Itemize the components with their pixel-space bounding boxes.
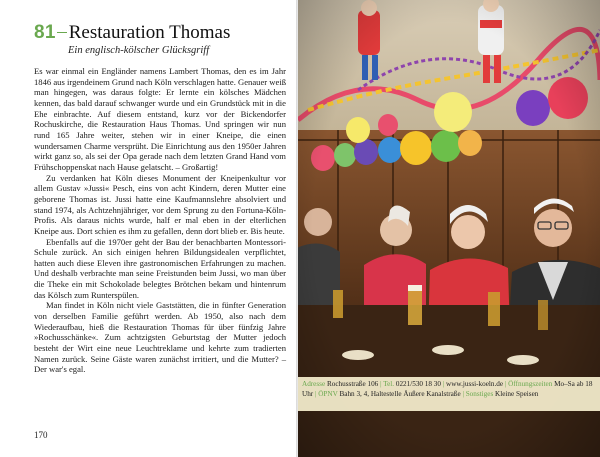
separator: | (504, 380, 507, 388)
paragraph: Ebenfalls auf die 1970er geht der Bau der benachbarten Montessori-Schule zurück. An sich einigen hehren Bildungsidealen verpflichtet, hatten auch diese Eleven ihre gastronomischen Erfahrungen zu machen. Und deshalb verbrachte man seine Freistunden beim Jussi, wo man über die Theke ein mit Schokolade belegtes Brötchen bekam und hintenrum das Kölsch zum Runterspülen. (34, 236, 286, 300)
transit-value: Bahn 3, 4, Haltestelle Äußere Kanalstraße (339, 390, 461, 398)
chapter-title: Restauration Thomas (68, 22, 231, 43)
article-body (34, 66, 286, 375)
separator: | (462, 390, 464, 398)
separator: | (380, 380, 382, 388)
address-label: Adresse (302, 380, 326, 388)
other-label: Sonstiges (465, 390, 494, 398)
separator: | (314, 390, 317, 398)
tel-label: Tel. (383, 380, 395, 388)
info-box (298, 377, 600, 411)
right-page (298, 0, 600, 457)
page-number: 170 (34, 430, 48, 440)
other-value: Kleine Speisen (495, 390, 539, 398)
chapter-heading (34, 22, 284, 56)
chapter-subtitle: Ein englisch-kölscher Glücksgriff (68, 45, 210, 56)
tel-value: 0221/530 18 30 (395, 380, 441, 388)
paragraph: Man findet in Köln nicht viele Gaststätten, die in fünfter Generation von derselben Familie geführt werden. Ab 1950, also nach dem Wiederaufbau, hieß die Restauration Thomas für über fünfzig Jahre »Rochusschänke«. Zum achtzigsten Geburtstag der Mutter jedoch besteht der Wirt eine neue Leuchtreklame und kehrte zum tradierten Namen zurück. Seine Gäste waren zunächst irritiert, und die Mutter? – Der war's egal. (34, 300, 286, 375)
transit-label: ÖPNV (318, 390, 338, 398)
left-page (0, 0, 298, 457)
web-value: www.jussi-koeln.de (446, 380, 504, 388)
heading-rule (57, 32, 67, 33)
separator: | (442, 380, 445, 388)
chapter-number: 81 (34, 22, 56, 43)
address-value: Rochusstraße 106 (326, 380, 379, 388)
paragraph: Zu verdanken hat Köln dieses Monument der Kneipenkultur vor allem Gustav »Jussi« Pesch, eins von acht Kindern, deren Mutter eine geborene Thomas ist. Jussi hatte eine Kaufmannslehre absolviert und stand 1974, als Achtzehnjähriger, vor dem Sprung zu den Fortuna-Köln-Profis. Als daraus nichts wurde, half er mal eben in der elterlichen Kneipe aus. Dort schien es ihm zu gefallen, denn dort blieb er. Bis heute. (34, 172, 286, 236)
hours-value: Mo–Sa ab 18 Uhr (302, 380, 593, 398)
hours-label: Öffnungszeiten (508, 380, 553, 388)
paragraph: Es war einmal ein Engländer namens Lambert Thomas, den es im Jahr 1846 aus irgendeinem Grund nach Köln verschlagen hatte. Genauer weiß man hingegen, was daraus folgte: Er lernte ein kölsches Mädchen kennen, das bald darauf schwanger wurde und ein Grundstück mit in die Ehe einbrachte. Auf diesem entstand, kurz vor der Bickendorfer Rochuskirche, die Restauration Haus Thomas. Und springen wir nun rund 165 Jahre weiter, stehen wir in einer Kneipe, die einen wundersamen Charme versprüht. Die Einrichtung aus den 1950er Jahren wirkt ganz so, als sei der Opa gerade nach dem letzten Grand Hand vom Frühschoppenskat nach Hause gelatscht. – Großartig! (34, 66, 286, 172)
